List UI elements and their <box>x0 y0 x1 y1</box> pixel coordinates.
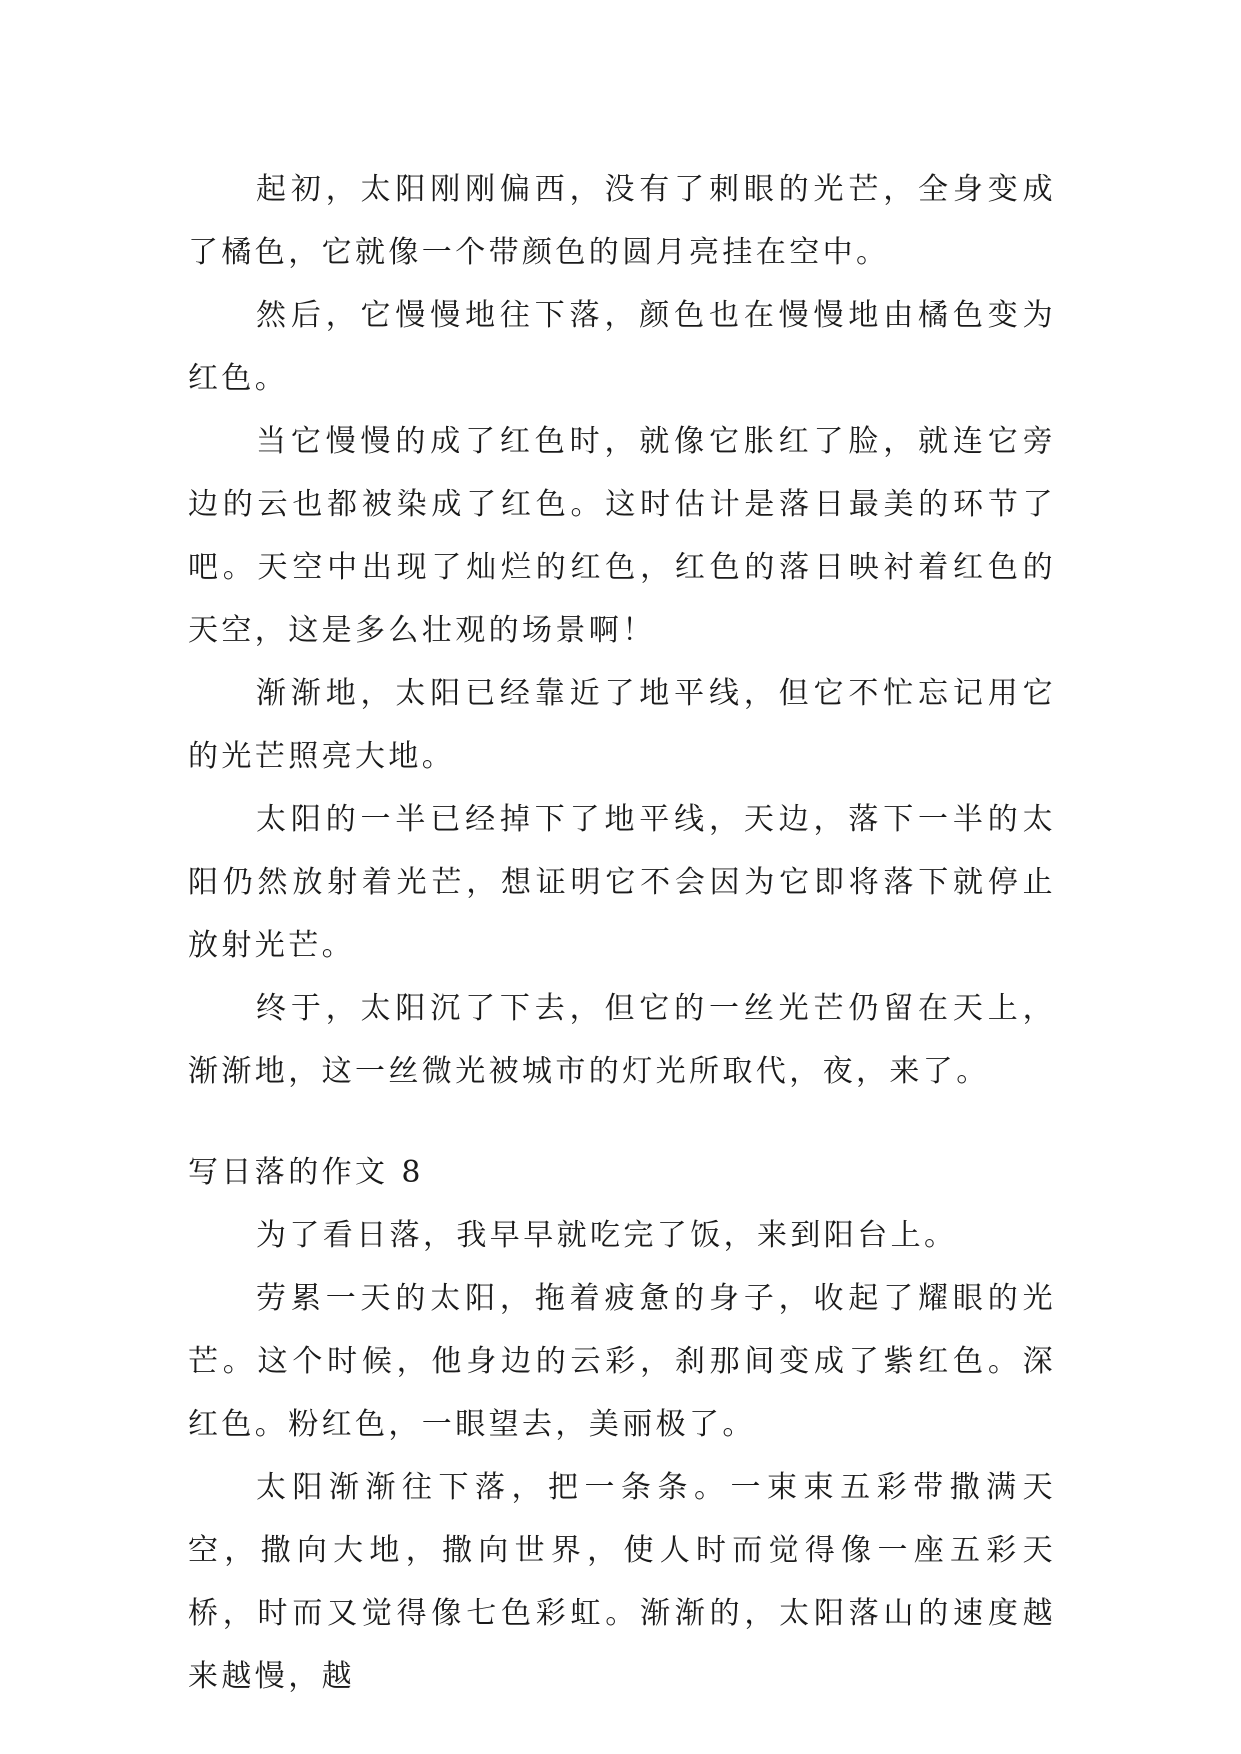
paragraph: 起初，太阳刚刚偏西，没有了刺眼的光芒，全身变成了橘色，它就像一个带颜色的圆月亮挂在空中。 <box>188 172 1056 270</box>
section-title: 写日落的作文 8 <box>188 1155 424 1190</box>
paragraph: 渐渐地，太阳已经靠近了地平线，但它不忙忘记用它的光芒照亮大地。 <box>188 676 1056 774</box>
document-body <box>188 158 1056 1708</box>
paragraph: 终于，太阳沉了下去，但它的一丝光芒仍留在天上，渐渐地，这一丝微光被城市的灯光所取代，夜，来了。 <box>188 991 1056 1089</box>
paragraph: 劳累一天的太阳，拖着疲惫的身子，收起了耀眼的光芒。这个时候，他身边的云彩，刹那间变成了紫红色。深红色。粉红色，一眼望去，美丽极了。 <box>188 1281 1056 1442</box>
paragraph: 当它慢慢的成了红色时，就像它胀红了脸，就连它旁边的云也都被染成了红色。这时估计是落日最美的环节了吧。天空中出现了灿烂的红色，红色的落日映衬着红色的天空，这是多么壮观的场景啊！ <box>188 424 1056 648</box>
paragraph: 然后，它慢慢地往下落，颜色也在慢慢地由橘色变为红色。 <box>188 298 1056 396</box>
paragraph: 为了看日落，我早早就吃完了饭，来到阳台上。 <box>256 1218 958 1253</box>
paragraph: 太阳渐渐往下落，把一条条。一束束五彩带撒满天空，撒向大地，撒向世界，使人时而觉得像一座五彩天桥，时而又觉得像七色彩虹。渐渐的，太阳落山的速度越来越慢，越 <box>188 1470 1056 1694</box>
paragraph: 太阳的一半已经掉下了地平线，天边，落下一半的太阳仍然放射着光芒，想证明它不会因为它即将落下就停止放射光芒。 <box>188 802 1056 963</box>
